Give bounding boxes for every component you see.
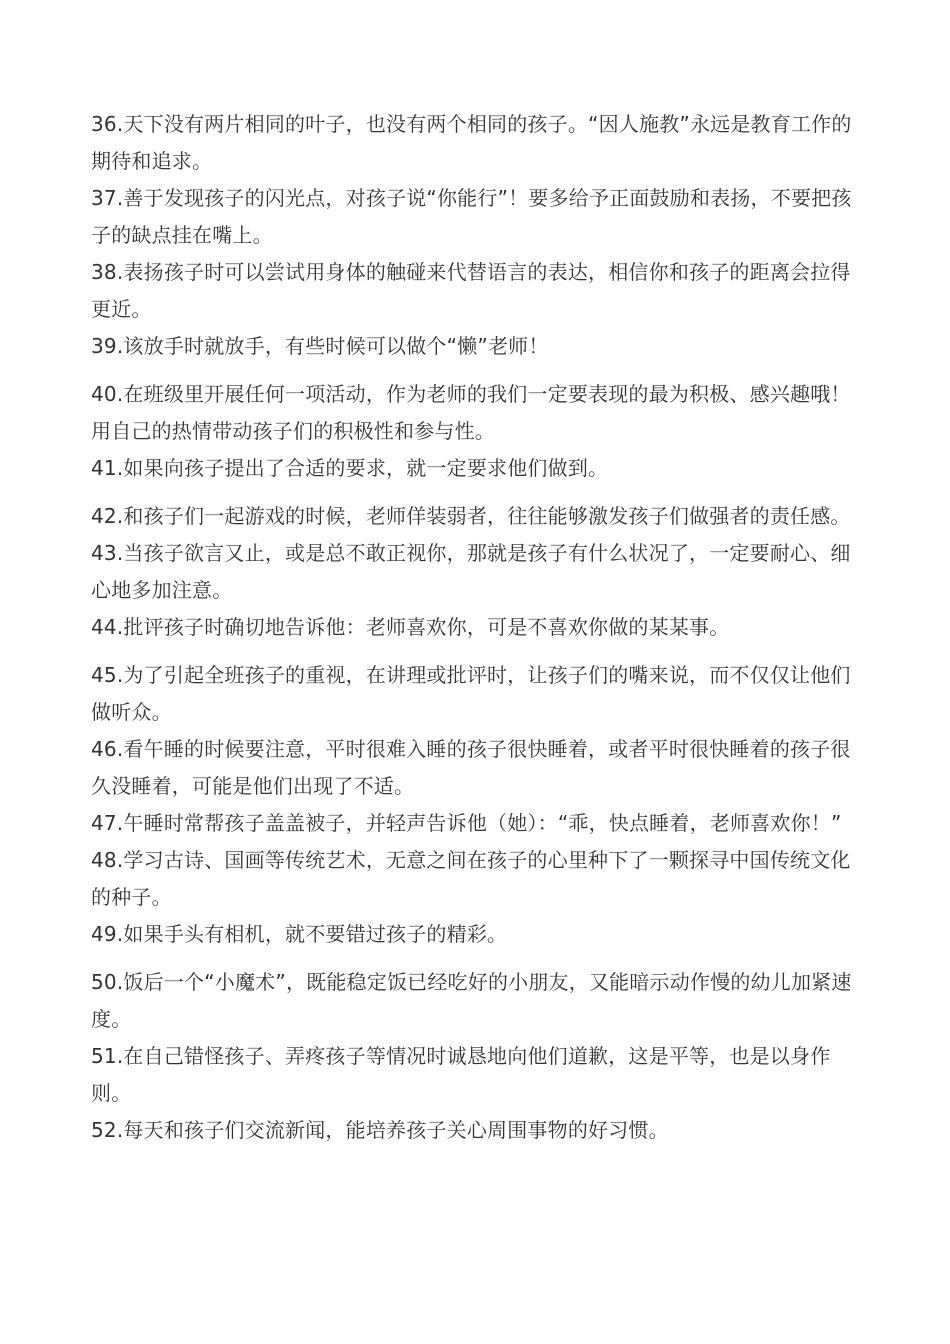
item-number: 46. [91,737,124,761]
item-text: 善于发现孩子的闪光点，对孩子说“你能行”！要多给予正面鼓励和表扬，不要把孩子的缺点挂在嘴上。 [91,186,852,247]
list-item-49 [91,916,866,953]
item-text: 看午睡的时候要注意，平时很难入睡的孩子很快睡着，或者平时很快睡着的孩子很久没睡着，可能是他们出现了不适。 [91,737,851,798]
document-page [91,106,866,1149]
list-item-37 [91,180,866,254]
list-item-44 [91,609,866,646]
item-text: 学习古诗、国画等传统艺术，无意之间在孩子的心里种下了一颗探寻中国传统文化的种子。 [91,848,851,909]
list-item-36 [91,106,866,180]
list-item-45 [91,657,866,731]
list-item-50 [91,964,866,1038]
item-text: 天下没有两片相同的叶子，也没有两个相同的孩子。“因人施教”永远是教育工作的期待和追求。 [91,112,852,173]
list-item-39 [91,328,866,365]
item-text: 在班级里开展任何一项活动，作为老师的我们一定要表现的最为积极、感兴趣哦！用自己的热情带动孩子们的积极性和参与性。 [91,382,851,443]
list-item-40 [91,376,866,450]
item-number: 49. [91,922,124,946]
item-number: 52. [91,1118,124,1142]
item-number: 37. [91,186,124,210]
item-text: 和孩子们一起游戏的时候，老师佯装弱者，往往能够激发孩子们做强者的责任感。 [123,504,851,528]
list-item-47 [91,805,866,842]
item-text: 当孩子欲言又止，或是总不敢正视你，那就是孩子有什么状况了，一定要耐心、细心地多加注意。 [91,541,851,602]
list-item-52 [91,1112,866,1149]
list-item-51 [91,1038,866,1112]
list-item-42 [91,498,866,535]
item-number: 41. [91,456,124,480]
item-number: 42. [91,504,124,528]
item-number: 36. [91,112,124,136]
item-number: 47. [91,811,124,835]
item-number: 50. [91,970,124,994]
item-text: 为了引起全班孩子的重视，在讲理或批评时，让孩子们的嘴来说，而不仅仅让他们做听众。 [91,663,851,724]
item-number: 39. [91,334,124,358]
item-text: 表扬孩子时可以尝试用身体的触碰来代替语言的表达，相信你和孩子的距离会拉得更近。 [91,260,851,321]
item-number: 44. [91,615,124,639]
list-item-38 [91,254,866,328]
item-number: 48. [91,848,124,872]
item-text: 批评孩子时确切地告诉他：老师喜欢你，可是不喜欢你做的某某事。 [123,615,730,639]
item-text: 如果向孩子提出了合适的要求，就一定要求他们做到。 [123,456,609,480]
list-item-48 [91,842,866,916]
item-number: 38. [91,260,124,284]
item-number: 45. [91,663,124,687]
item-text: 在自己错怪孩子、弄疼孩子等情况时诚恳地向他们道歉，这是平等，也是以身作则。 [91,1044,831,1105]
list-item-46 [91,731,866,805]
item-number: 43. [91,541,124,565]
list-item-41 [91,450,866,487]
item-text: 每天和孩子们交流新闻，能培养孩子关心周围事物的好习惯。 [123,1118,669,1142]
item-text: 午睡时常帮孩子盖盖被子，并轻声告诉他（她）：“乖，快点睡着，老师喜欢你！” [123,811,842,835]
item-number: 51. [91,1044,124,1068]
list-item-43 [91,535,866,609]
item-text: 饭后一个“小魔术”，既能稳定饭已经吃好的小朋友，又能暗示动作慢的幼儿加紧速度。 [91,970,852,1031]
item-text: 该放手时就放手，有些时候可以做个“懒”老师！ [123,334,549,358]
item-text: 如果手头有相机，就不要错过孩子的精彩。 [123,922,508,946]
item-number: 40. [91,382,124,406]
